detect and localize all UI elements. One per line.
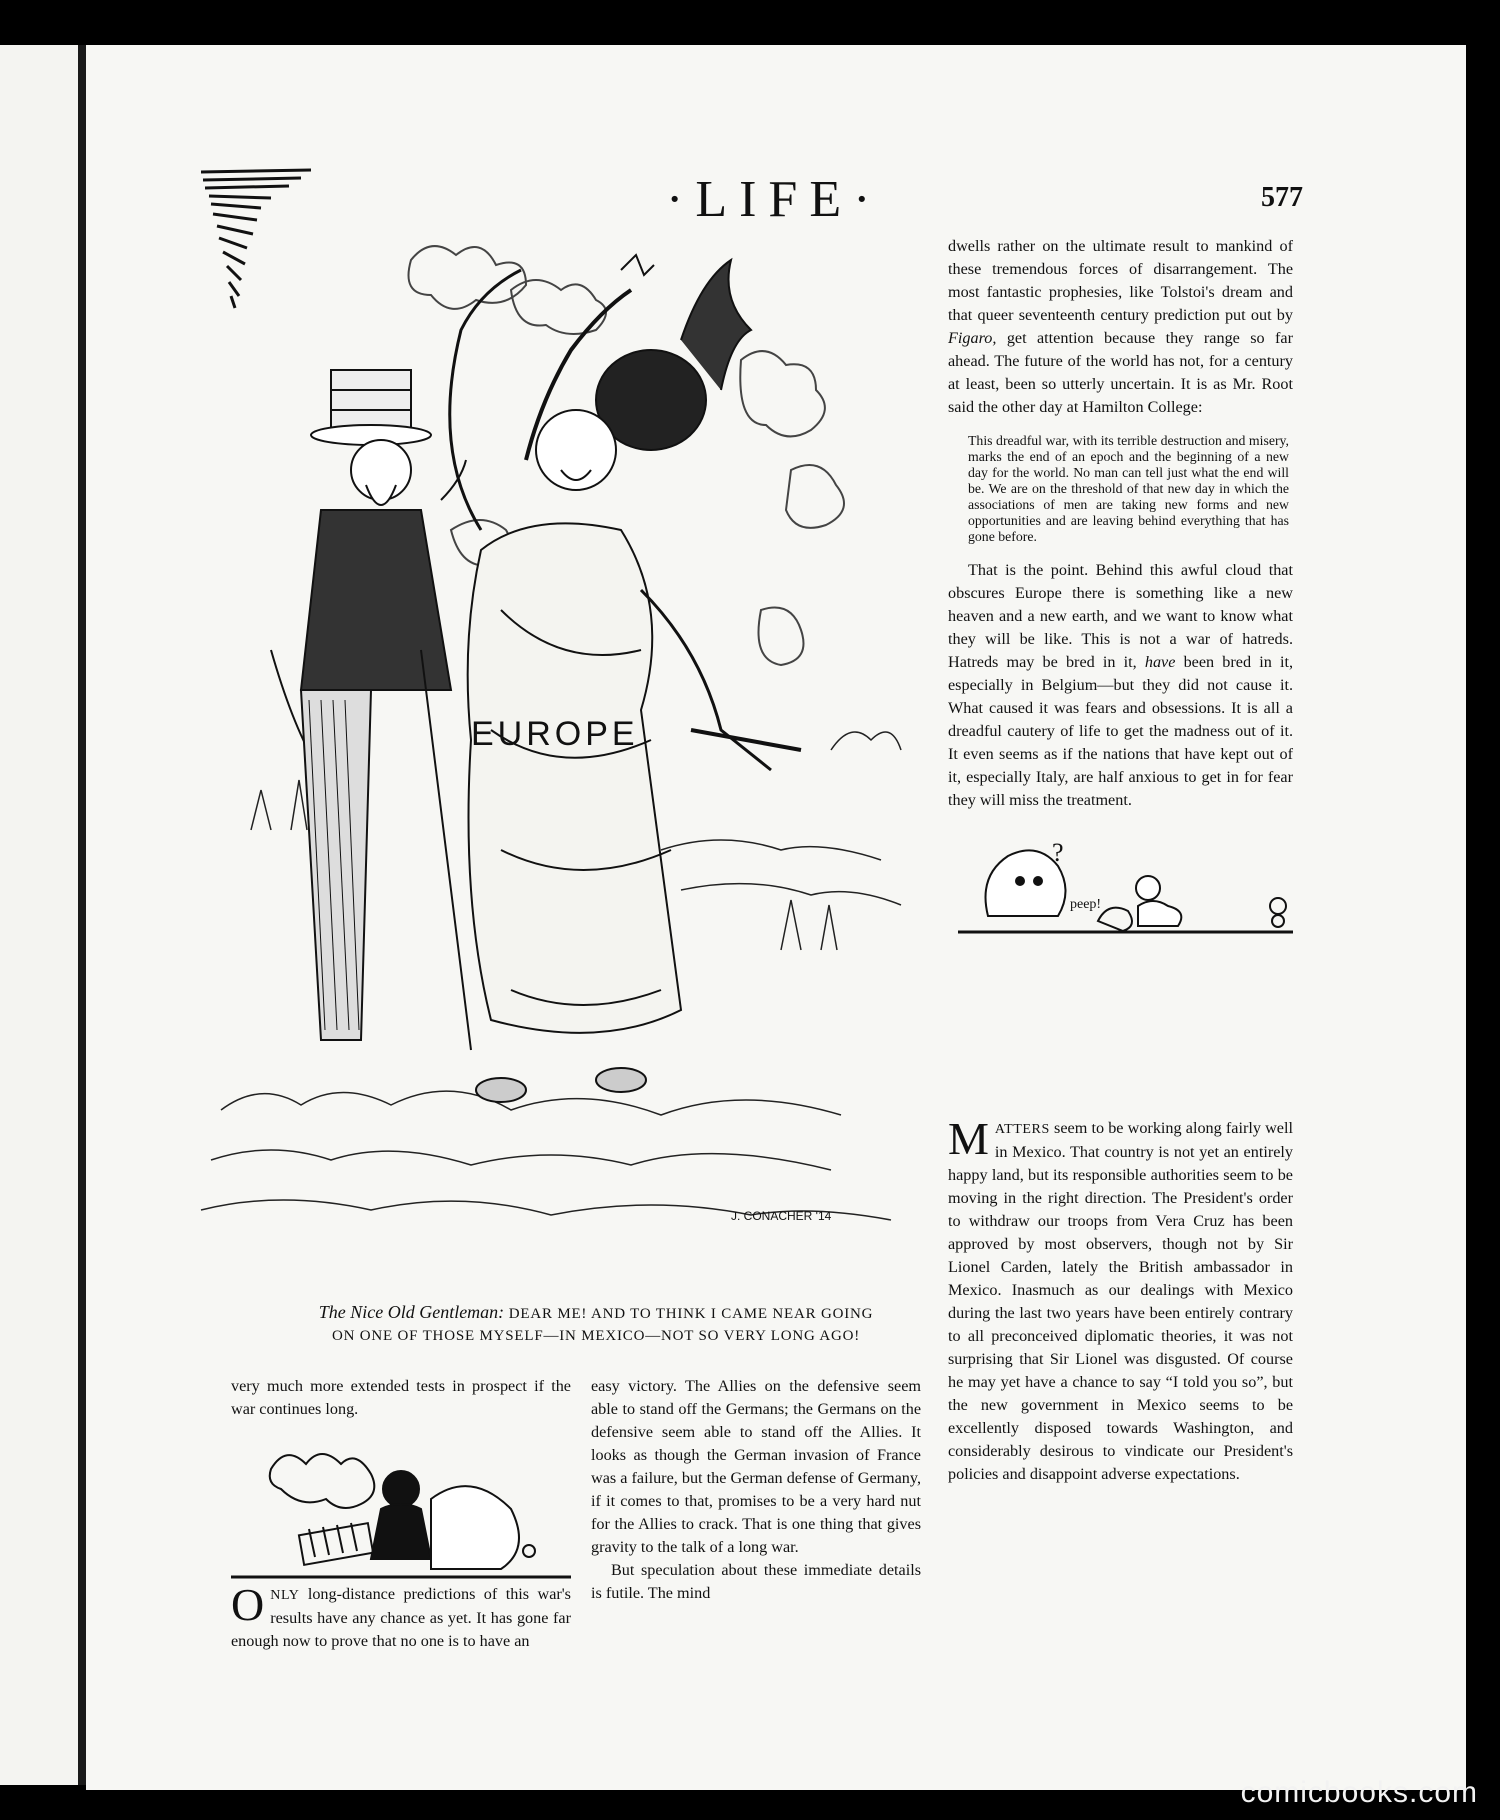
cartoon-caption bbox=[236, 1301, 956, 1347]
europe-label: EUROPE bbox=[471, 715, 639, 753]
paragraph: But speculation about these immediate details is futile. The mind bbox=[591, 1561, 921, 1602]
magazine-page bbox=[86, 45, 1466, 1790]
article-column-right bbox=[948, 235, 1293, 936]
paragraph-with-dropcap: ONLY long-distance predictions of this war's results have any chance as yet. It has gone far enough now to prove that no one is to have an bbox=[231, 1579, 571, 1650]
block-quote: This dreadful war, with its terrible destruction and misery, marks the end of an epoch and the beginning of a new day for the world. No man can tell just what the end will be. We are on the threshold of that new day in which the associations of men are taking new forms and new opportunities and are leaving behind everything that has gone before. bbox=[968, 433, 1289, 544]
article-column-middle bbox=[591, 1375, 921, 1605]
watermark: comicbooks.com bbox=[1240, 1776, 1478, 1809]
dropcap: O bbox=[231, 1579, 265, 1630]
editorial-cartoon bbox=[181, 230, 921, 1270]
uncle-sam-figure bbox=[271, 370, 471, 1050]
gravedigger-vignette bbox=[231, 1429, 571, 1579]
artist-signature: J. CONACHER '14 bbox=[731, 1209, 832, 1223]
paragraph: very much more extended tests in prospect if the war continues long. bbox=[231, 1377, 571, 1418]
caption-line-2: ON ONE OF THOSE MYSELF—IN MEXICO—NOT SO VERY LONG AGO! bbox=[331, 1328, 861, 1344]
paragraph: dwells rather on the ultimate result to mankind of these tremendous forces of disarrangement. The most fantastic prophesies, like Tolstoi's dream and that queer seventeenth century prediction put out by Figaro, get attention because they range so far ahead. The future of the world has not, for a century at least, been so utterly uncertain. It is as Mr. Root said the other day at Hamilton College: bbox=[948, 237, 1293, 416]
peep-text: peep! bbox=[1070, 897, 1102, 912]
europe-figure bbox=[450, 255, 801, 1102]
page-number: 577 bbox=[1261, 182, 1303, 213]
paragraph-with-dropcap: MATTERS seem to be working along fairly well in Mexico. That country is not yet an entirely happy land, but its responsible authorities seem to be moving in the right direction. The President's order to withdraw our troops from Vera Cruz has been approved by most observers, though not by Sir Lionel Carden, lately the British ambassador in Mexico. Inasmuch as our dealings with Mexico during the last two years have been entirely contrary to all preconceived diplomatic theories, it was not surprising that Sir Lionel was disgusted. Of course he may yet have a chance to say “I told you so”, but the new government in Mexico seems to be excellently disposed towards Washington, and considerably desirous to vindicate our President's policies and disappoint adverse expectations. bbox=[948, 1113, 1293, 1483]
page-binding bbox=[78, 45, 86, 1785]
chick-and-cat-vignette bbox=[948, 826, 1293, 936]
dropcap: M bbox=[948, 1113, 989, 1164]
question-mark: ? bbox=[1052, 838, 1064, 867]
paragraph: That is the point. Behind this awful cloud that obscures Europe there is something like a new heaven and a new earth, and we want to know what they will be like. This is not a war of hatreds. Hatreds may be bred in it, have been bred in it, especially in Belgium—but they did not cause it. What caused it was fears and obsessions. It is all a dreadful cautery of life to get the madness out of it. It even seems as if the nations that have kept out of it, especially Italy, are half anxious to get in for fear they will miss the treatment. bbox=[948, 561, 1293, 809]
paragraph: easy victory. The Allies on the defensive seem able to stand off the Germans; the Germans on the defensive seem able to stand off the Allies. It looks as though the German invasion of France was a failure, but the German defense of Germany, if it comes to that, promises to be a very hard nut for the Allies to crack. That is one thing that gives gravity to the talk of a long war. bbox=[591, 1377, 921, 1556]
caption-title: The Nice Old Gentleman: bbox=[318, 1302, 505, 1322]
article-column-right-lower bbox=[948, 1113, 1293, 1486]
masthead-title: ·LIFE· bbox=[666, 171, 883, 228]
article-column-left bbox=[231, 1375, 571, 1653]
adjacent-page-edge bbox=[0, 45, 78, 1785]
caption-line-1: DEAR ME! AND TO THINK I CAME NEAR GOING bbox=[508, 1306, 874, 1322]
